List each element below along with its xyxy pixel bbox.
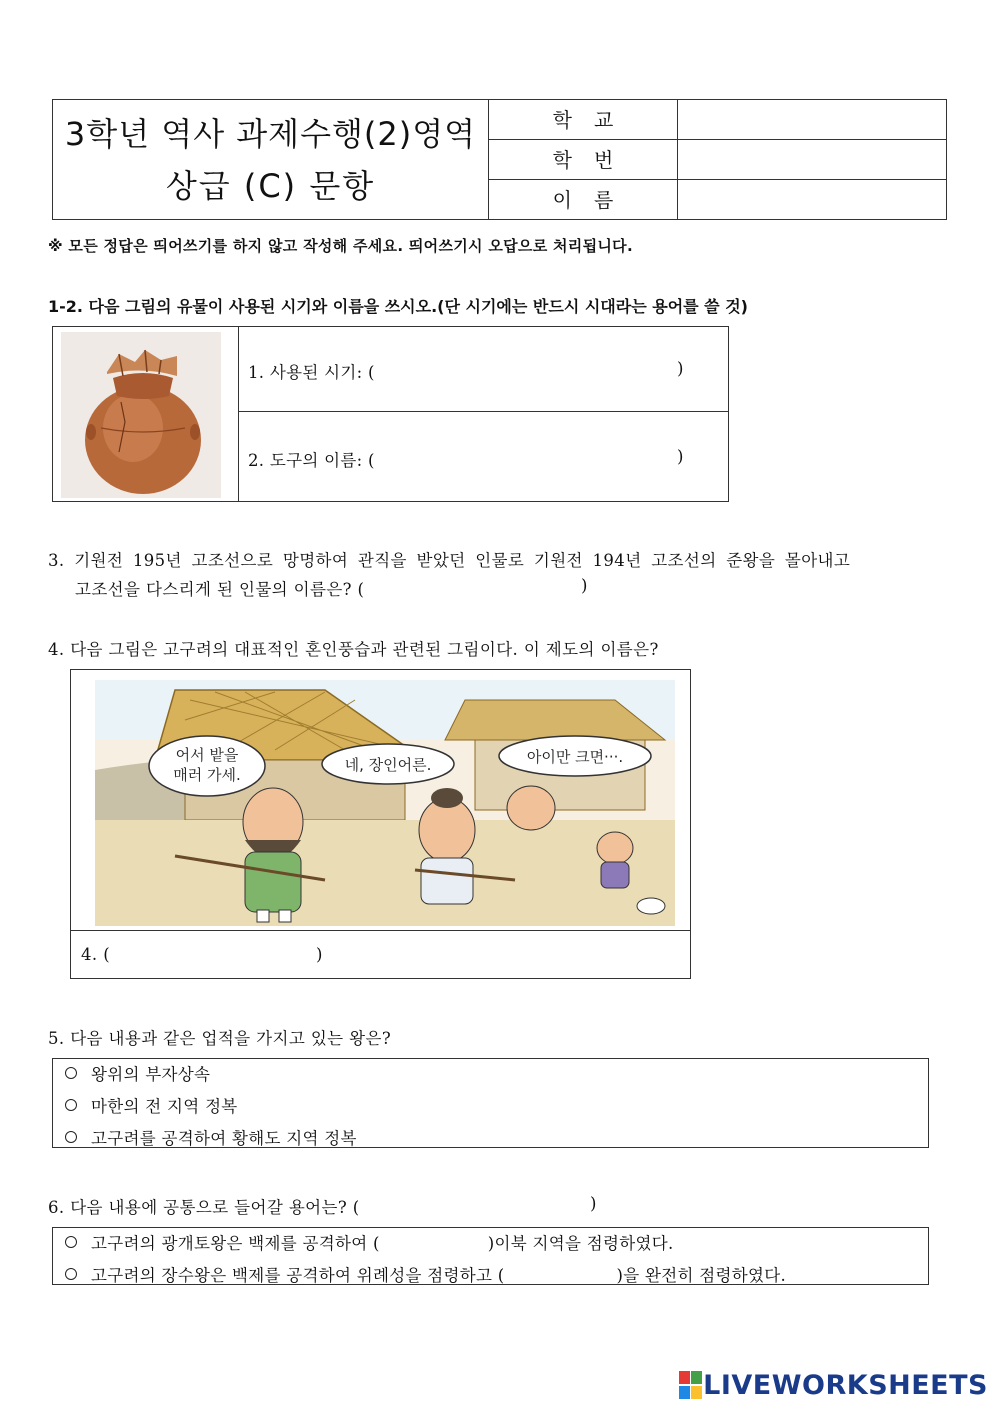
list-item: 고구려를 공격하여 황해도 지역 정복	[65, 1125, 357, 1149]
student-number-input[interactable]	[678, 140, 946, 181]
circle-bullet-icon	[65, 1131, 77, 1143]
live-badge-icon	[679, 1371, 703, 1401]
name-input[interactable]	[678, 180, 946, 222]
bubble-3-text: 아이만 크면···.	[526, 748, 624, 766]
answer-1-label: 1. 사용된 시기: (	[248, 363, 375, 382]
answer-2-input[interactable]	[393, 445, 677, 471]
wife-figure	[507, 786, 555, 830]
liveworksheets-logo	[679, 1370, 988, 1401]
list-item: 고구려의 장수왕은 백제를 공격하여 위례성을 점령하고 ( )을 완전히 점령하였다.	[65, 1262, 786, 1286]
marriage-custom-cartoon	[95, 680, 675, 926]
pottery-jar-image	[61, 332, 221, 498]
question-3-line-1: 3. 기원전 195년 고조선으로 망명하여 관직을 받았던 인물로 기원전 194년 고조선의 준왕을 몰아내고	[48, 551, 851, 570]
answer-6-input[interactable]	[416, 1191, 590, 1217]
speech-bubble-2	[322, 744, 454, 784]
answer-4-input[interactable]	[109, 942, 318, 968]
title-line-2: 상급 (C) 문항	[165, 166, 376, 205]
question-1-2-prompt: 1-2. 다음 그림의 유물이 사용된 시기와 이름을 쓰시오.(단 시기에는 반드시 시대라는 용어를 쓸 것)	[48, 297, 748, 316]
student-number-label: 학번	[489, 140, 678, 179]
list-item: 왕위의 부자상속	[65, 1061, 210, 1085]
circle-bullet-icon	[65, 1067, 77, 1079]
list-item: 마한의 전 지역 정복	[65, 1093, 238, 1117]
header-table	[52, 99, 947, 220]
list-item: 고구려의 광개토왕은 백제를 공격하여 ( )이북 지역을 점령하였다.	[65, 1230, 674, 1254]
circle-bullet-icon	[65, 1268, 77, 1280]
answer-3-input[interactable]	[418, 573, 582, 599]
question-4-prompt: 4. 다음 그림은 고구려의 대표적인 혼인풍습과 관련된 그림이다. 이 제도의 이름은?	[48, 640, 659, 659]
circle-bullet-icon	[65, 1236, 77, 1248]
school-label: 학교	[489, 100, 678, 139]
name-label: 이름	[489, 180, 678, 220]
circle-bullet-icon	[65, 1099, 77, 1111]
answer-1-close: )	[677, 359, 684, 378]
speech-bubble-1	[149, 736, 265, 796]
answer-2-close: )	[677, 447, 684, 466]
question-5-box	[52, 1058, 929, 1148]
name-row	[489, 180, 946, 220]
question-4-box	[70, 669, 691, 979]
worksheet-title	[53, 100, 489, 219]
bubble-1-line-2: 매러 가세.	[173, 766, 241, 784]
answer-1-input[interactable]	[393, 357, 677, 383]
question-3-line-2: 고조선을 다스리게 된 인물의 이름은? (	[75, 580, 365, 599]
answer-6-close: )	[590, 1194, 597, 1213]
bubble-2-text: 네, 장인어른.	[344, 756, 432, 774]
instruction-note: ※ 모든 정답은 띄어쓰기를 하지 않고 작성해 주세요. 띄어쓰기시 오답으로 처리됩니다.	[48, 237, 633, 255]
answer-2-label: 2. 도구의 이름: (	[248, 451, 375, 470]
question-5-prompt: 5. 다음 내용과 같은 업적을 가지고 있는 왕은?	[48, 1029, 392, 1048]
question-6-box	[52, 1227, 929, 1285]
question-1-2-table	[52, 326, 729, 502]
bubble-1-line-1: 어서 밭을	[175, 746, 239, 764]
school-row	[489, 100, 946, 140]
question-6-prompt: 6. 다음 내용에 공통으로 들어갈 용어는? (	[48, 1198, 360, 1217]
answer-4-close: )	[316, 945, 323, 964]
school-input[interactable]	[678, 100, 946, 141]
student-number-row	[489, 140, 946, 180]
title-line-1: 3학년 역사 과제수행(2)영역	[64, 114, 477, 153]
answer-3-close: )	[581, 576, 588, 595]
answer-4-label: 4. (	[81, 945, 111, 964]
brand-name: LIVEWORKSHEETS	[703, 1370, 988, 1401]
speech-bubble-3	[499, 736, 651, 776]
